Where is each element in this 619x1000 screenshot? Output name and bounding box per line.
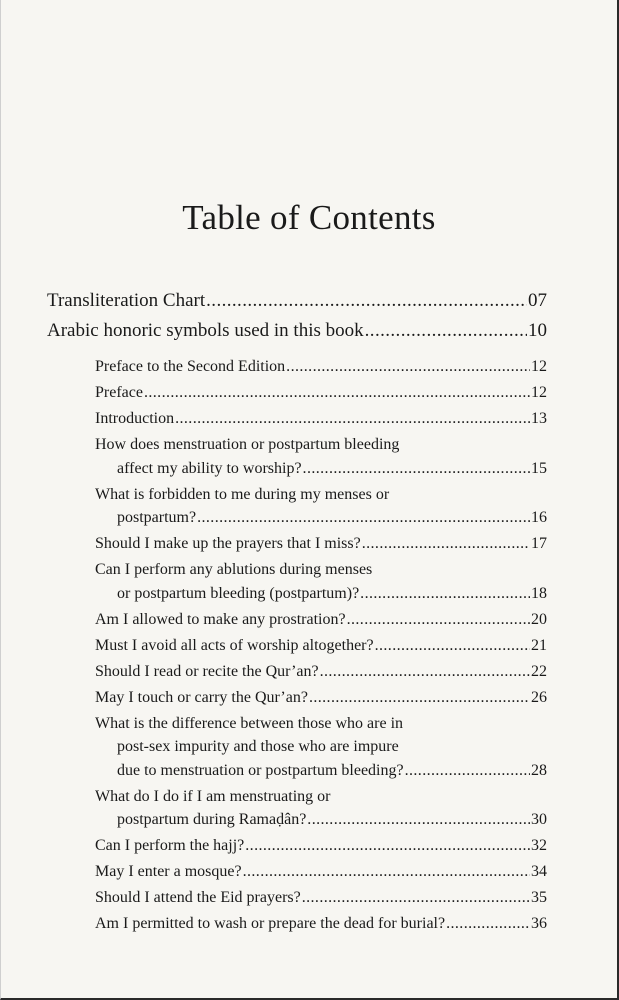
toc-entry-text: May I enter a mosque? — [95, 863, 242, 880]
toc-entry-text: post-sex impurity and those who are impure — [117, 738, 399, 755]
dot-leader — [347, 608, 530, 632]
dot-leader — [375, 634, 530, 658]
toc-entry-text: due to menstruation or postpartum bleeding? — [117, 761, 404, 779]
toc-entry — [1, 860, 619, 884]
toc-entry-text: Transliteration Chart — [47, 290, 206, 311]
toc-page-number: 17 — [531, 535, 547, 552]
toc-page-number: 32 — [531, 837, 547, 854]
toc-page-number: 15 — [531, 459, 547, 477]
toc-entry-text: Preface — [95, 384, 143, 401]
toc-page-number: 34 — [531, 863, 547, 880]
toc-entry-text: Preface to the Second Edition — [95, 358, 286, 375]
toc-page-number: 35 — [531, 889, 547, 906]
toc-entry-text: or postpartum bleeding (postpartum)? — [117, 584, 360, 602]
dot-leader — [307, 808, 530, 832]
toc-entry — [1, 634, 619, 658]
toc-entry-text: Can I perform the hajj? — [95, 837, 245, 854]
toc-entry — [1, 532, 619, 556]
dot-leader — [365, 316, 527, 346]
toc-entry-text: affect my ability to worship? — [117, 459, 302, 477]
toc-entry-main — [1, 316, 619, 346]
toc-entry — [1, 834, 619, 858]
toc-page-number: 18 — [531, 584, 547, 602]
dot-leader — [360, 582, 530, 606]
dot-leader — [206, 286, 527, 316]
toc-entry — [1, 355, 619, 379]
table-of-contents — [1, 286, 619, 938]
toc-page-number: 12 — [531, 384, 547, 401]
toc-page-number: 13 — [531, 410, 547, 427]
toc-entry — [1, 912, 619, 936]
toc-entry — [1, 558, 619, 605]
toc-entry-text: Am I permitted to wash or prepare the dead for burial? — [95, 915, 446, 932]
toc-entry-text: How does menstruation or postpartum bleeding — [95, 436, 400, 453]
dot-leader — [362, 532, 530, 556]
toc-entry-text: What do I do if I am menstruating or — [95, 787, 331, 805]
toc-entry — [1, 660, 619, 684]
toc-entry — [1, 712, 619, 783]
toc-entry-text: Should I make up the prayers that I miss? — [95, 535, 361, 552]
toc-page-number: 26 — [531, 688, 547, 706]
toc-page-number: 20 — [531, 610, 547, 628]
toc-entry-text: Arabic honoric symbols used in this book — [47, 320, 364, 341]
toc-entry-text: What is the difference between those who are in — [95, 714, 404, 732]
dot-leader — [197, 506, 530, 530]
dot-leader — [446, 912, 530, 936]
toc-entry-text: Am I allowed to make any prostration? — [95, 610, 346, 628]
toc-entry — [1, 886, 619, 910]
toc-entry-text: postpartum? — [117, 509, 197, 526]
toc-entry-text: postpartum during Ramaḍân? — [117, 811, 307, 828]
toc-entry — [1, 407, 619, 431]
toc-entry — [1, 686, 619, 710]
toc-page-number: 12 — [531, 358, 547, 375]
toc-page-number: 36 — [531, 915, 547, 932]
toc-page-number: 10 — [528, 320, 547, 341]
dot-leader — [243, 860, 530, 884]
dot-leader — [405, 759, 530, 783]
toc-entry-text: Should I read or recite the Qur’an? — [95, 662, 319, 680]
toc-page-number: 21 — [531, 636, 547, 654]
toc-page-number: 28 — [531, 761, 547, 779]
toc-entry-text: What is forbidden to me during my menses or — [95, 485, 390, 503]
dot-leader — [303, 457, 530, 481]
page-title: Table of Contents — [182, 198, 436, 237]
toc-entry — [1, 785, 619, 832]
toc-entry — [1, 483, 619, 530]
dot-leader — [245, 834, 530, 858]
dot-leader — [309, 686, 530, 710]
toc-page-number: 16 — [531, 509, 547, 526]
toc-entry — [1, 608, 619, 632]
toc-entry-text: Introduction — [95, 410, 175, 427]
toc-page-number: 30 — [531, 811, 547, 828]
dot-leader — [302, 886, 530, 910]
dot-leader — [144, 381, 530, 405]
toc-entry-text: Can I perform any ablutions during menses — [95, 561, 373, 578]
toc-entry-text: Should I attend the Eid prayers? — [95, 889, 301, 906]
dot-leader — [175, 407, 530, 431]
dot-leader — [286, 355, 530, 379]
toc-page-number: 07 — [528, 290, 547, 311]
toc-entry-text: May I touch or carry the Qur’an? — [95, 688, 308, 706]
dot-leader — [320, 660, 530, 684]
toc-sub-list — [1, 355, 619, 938]
toc-entry-text: Must I avoid all acts of worship altogether? — [95, 636, 374, 654]
toc-entry — [1, 433, 619, 480]
toc-page-number: 22 — [531, 662, 547, 680]
toc-entry-main — [1, 286, 619, 316]
toc-entry — [1, 381, 619, 405]
